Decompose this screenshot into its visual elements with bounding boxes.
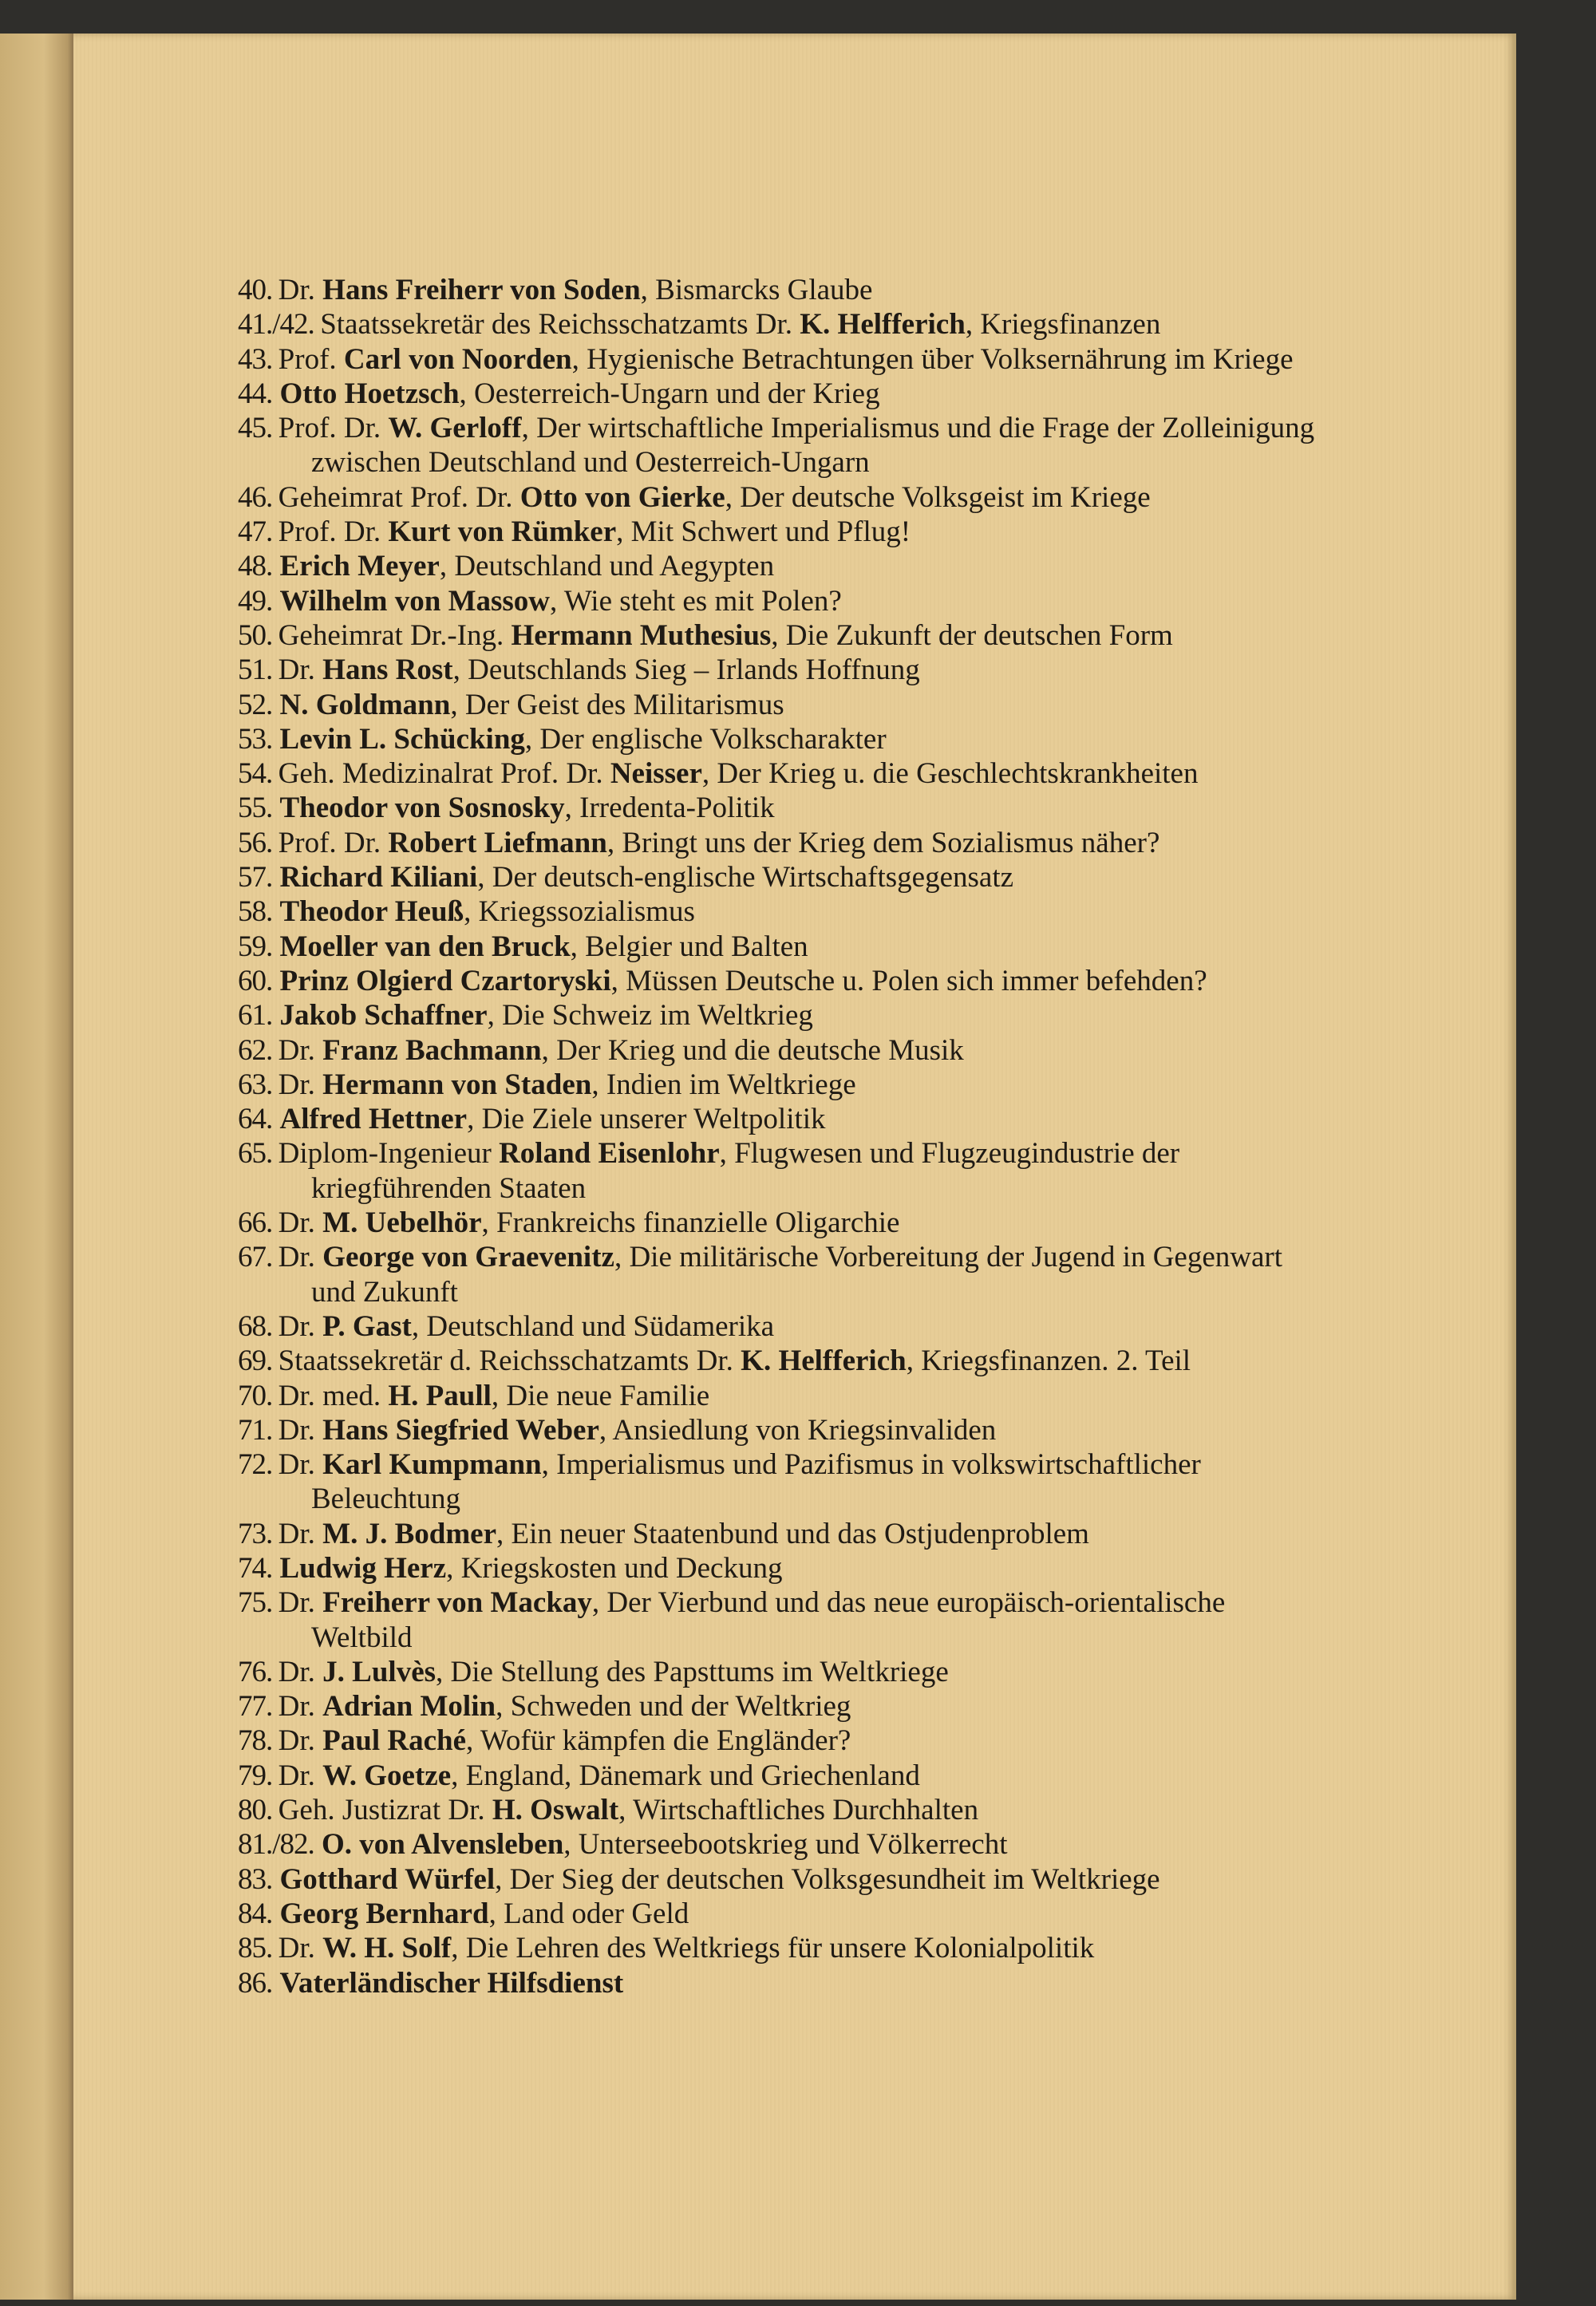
author-name: Theodor von Sosnosky (279, 792, 565, 825)
list-item (238, 1966, 1323, 2000)
list-item: 58. Theodor Heuß, Kriegssozialismus (238, 895, 695, 929)
list-item: 41./42. Staatssekretär des Reichsschatzamts Dr. K. Helfferich, Kriegsfinanzen (238, 308, 1161, 342)
list-item: 68. Dr. P. Gast, Deutschland und Südamerika (238, 1309, 775, 1343)
author-title: Dr. (278, 1724, 315, 1758)
author-name: Alfred Hettner (279, 1103, 468, 1136)
entry-number: 66. (238, 1206, 273, 1240)
entry-number: 48. (238, 550, 273, 583)
list-item: 72. Dr. Karl Kumpmann, Imperialismus und Pazifismus in volkswirtschaftlicher Beleuchtung (238, 1448, 1201, 1516)
work-title: Wirtschaftliches Durchhalten (633, 1794, 979, 1827)
work-title: Der wirtschaftliche Imperialismus und die Frage der Zolleinigung zwischen Deutschland und Oesterreich-Ungarn (311, 412, 1315, 480)
author-name: W. Gerloff (388, 412, 522, 445)
author-title: Dr. (278, 274, 315, 306)
author-name: Hans Rost (322, 653, 453, 687)
author-title: Dr. (278, 1690, 315, 1724)
author-name: H. Paull (388, 1379, 492, 1412)
list-item: 45. Prof. Dr. W. Gerloff, Der wirtschaftliche Imperialismus und die Frage der Zolleinigung zwischen Deutschland und Oesterreich-Ungarn (238, 412, 1315, 480)
author-name: Otto Hoetzsch (279, 377, 460, 410)
author-name: H. Oswalt (492, 1794, 619, 1827)
list-item: 83. Gotthard Würfel, Der Sieg der deutschen Volksgesundheit im Weltkriege (238, 1862, 1160, 1896)
list-item: 55. Theodor von Sosnosky, Irredenta-Politik (238, 792, 775, 825)
entry-number: 44. (238, 377, 273, 410)
entry-number: 83. (238, 1862, 273, 1896)
work-title: Indien im Weltkriege (606, 1068, 856, 1101)
author-title: Dr. med. (278, 1379, 381, 1412)
list-item: 60. Prinz Olgierd Czartoryski, Müssen Deutsche u. Polen sich immer befehden? (238, 964, 1207, 997)
entry-number: 68. (238, 1309, 273, 1343)
book-page (0, 34, 1516, 2300)
entry-number: 60. (238, 964, 273, 997)
entry-number: 51. (238, 653, 273, 687)
author-title: Dr. (278, 1759, 315, 1792)
list-item: 67. Dr. George von Graevenitz, Die militärische Vorbereitung der Jugend in Gegenwart und Zukunft (238, 1241, 1283, 1309)
work-title: Mit Schwert und Pflug! (630, 515, 911, 549)
entry-number: 58. (238, 895, 273, 929)
work-title: Müssen Deutsche u. Polen sich immer befehden? (626, 964, 1207, 997)
entry-number: 50. (238, 618, 273, 652)
author-title: Dr. (278, 1932, 315, 1965)
work-title: Der englische Volkscharakter (539, 722, 887, 756)
author-title: Prof. Dr. (278, 826, 381, 859)
list-item: 80. Geh. Justizrat Dr. H. Oswalt, Wirtschaftliches Durchhalten (238, 1794, 979, 1827)
list-item: 59. Moeller van den Bruck, Belgier und Balten (238, 930, 808, 963)
list-item: 52. N. Goldmann, Der Geist des Militarismus (238, 688, 784, 721)
list-item: 47. Prof. Dr. Kurt von Rümker, Mit Schwert und Pflug! (238, 515, 911, 549)
author-title: Dr. (278, 1241, 315, 1274)
author-title: Staatssekretär des Reichsschatzamts Dr. (320, 308, 793, 342)
entry-number: 86. (238, 1966, 273, 2000)
author-title: Diplom-Ingenieur (278, 1137, 492, 1171)
list-item: 48. Erich Meyer, Deutschland und Aegypten (238, 550, 775, 583)
work-title: Der Geist des Militarismus (464, 688, 784, 721)
work-title: Irredenta-Politik (579, 792, 775, 825)
work-title: Kriegsfinanzen (980, 308, 1161, 342)
book-binding (0, 34, 73, 2300)
author-name: Robert Liefmann (388, 826, 607, 859)
author-title: Dr. (278, 1586, 315, 1620)
work-title: Deutschland und Südamerika (426, 1309, 775, 1343)
work-title: Kriegssozialismus (478, 895, 695, 929)
entry-number: 70. (238, 1379, 273, 1412)
author-name: Franz Bachmann (322, 1033, 542, 1067)
list-item: 49. Wilhelm von Massow, Wie steht es mit Polen? (238, 584, 842, 618)
author-name: Paul Raché (322, 1724, 467, 1758)
work-title: Ansiedlung von Kriegsinvaliden (612, 1413, 997, 1447)
work-title: Land oder Geld (504, 1897, 689, 1930)
entry-number: 78. (238, 1724, 273, 1758)
list-item: 40. Dr. Hans Freiherr von Soden, Bismarcks Glaube (238, 274, 873, 306)
entry-number: 73. (238, 1517, 273, 1550)
entry-number: 47. (238, 515, 273, 549)
work-title: Ein neuer Staatenbund und das Ostjudenproblem (511, 1517, 1089, 1550)
list-item: 50. Geheimrat Dr.-Ing. Hermann Muthesius, Die Zukunft der deutschen Form (238, 618, 1173, 652)
author-name: Carl von Noorden (343, 342, 572, 376)
author-title: Prof. (278, 342, 337, 376)
work-title: Belgier und Balten (585, 930, 808, 963)
author-title: Dr. (278, 653, 315, 687)
author-name: Neisser (610, 757, 702, 791)
entry-number: 72. (238, 1448, 273, 1482)
list-item: 69. Staatssekretär d. Reichsschatzamts Dr. K. Helfferich, Kriegsfinanzen. 2. Teil (238, 1345, 1191, 1378)
author-title: Dr. (278, 1033, 315, 1067)
author-title: Geheimrat Dr.-Ing. (278, 618, 504, 652)
author-title: Geh. Justizrat Dr. (278, 1794, 485, 1827)
author-title: Prof. Dr. (278, 412, 381, 445)
list-item: 79. Dr. W. Goetze, England, Dänemark und Griechenland (238, 1759, 920, 1792)
author-name: Hermann Muthesius (511, 618, 772, 652)
list-item: 76. Dr. J. Lulvès, Die Stellung des Papsttums im Weltkriege (238, 1655, 949, 1688)
author-name: K. Helfferich (800, 308, 966, 342)
author-name: Kurt von Rümker (388, 515, 617, 549)
list-item: 65. Diplom-Ingenieur Roland Eisenlohr, Flugwesen und Flugzeugindustrie der kriegführenden Staaten (238, 1137, 1180, 1205)
work-title: Die Lehren des Weltkriegs für unsere Kolonialpolitik (465, 1932, 1095, 1965)
author-title: Dr. (278, 1448, 315, 1482)
work-title: Kriegsfinanzen. 2. Teil (921, 1345, 1191, 1378)
work-title: Wie steht es mit Polen? (563, 584, 842, 618)
entry-number: 76. (238, 1655, 273, 1688)
entry-number: 80. (238, 1794, 273, 1827)
entry-number: 61. (238, 999, 273, 1033)
author-name: Wilhelm von Massow (279, 584, 551, 618)
author-name: Ludwig Herz (279, 1551, 447, 1585)
list-item: 84. Georg Bernhard, Land oder Geld (238, 1897, 689, 1930)
author-name: P. Gast (322, 1309, 412, 1343)
author-name: M. Uebelhör (322, 1206, 482, 1240)
author-title: Dr. (278, 1413, 315, 1447)
work-title: Imperialismus und Pazifismus in volkswirtschaftlicher Beleuchtung (311, 1448, 1201, 1516)
entry-number: 49. (238, 584, 273, 618)
author-name: W. H. Solf (322, 1932, 452, 1965)
author-name: W. Goetze (322, 1759, 452, 1792)
author-name: Georg Bernhard (279, 1897, 489, 1930)
author-name: Richard Kiliani (279, 861, 478, 894)
entry-number: 46. (238, 480, 273, 514)
work-title: Kriegskosten und Deckung (460, 1551, 783, 1585)
entry-number: 59. (238, 930, 273, 963)
list-item: 64. Alfred Hettner, Die Ziele unserer Weltpolitik (238, 1103, 826, 1136)
author-title: Prof. Dr. (278, 515, 381, 549)
work-title: Bismarcks Glaube (655, 274, 873, 306)
work-title: Die militärische Vorbereitung der Jugend in Gegenwart und Zukunft (311, 1241, 1283, 1309)
author-name: Prinz Olgierd Czartoryski (279, 964, 611, 997)
work-title: Deutschland und Aegypten (454, 550, 775, 583)
author-title: Dr. (278, 1068, 315, 1101)
publication-list (238, 273, 1323, 2000)
author-title: Staatssekretär d. Reichsschatzamts Dr. (278, 1345, 733, 1378)
entry-number: 53. (238, 722, 273, 756)
work-title: Flugwesen und Flugzeugindustrie der kriegführenden Staaten (311, 1137, 1180, 1205)
entry-number: 67. (238, 1241, 273, 1274)
entry-number: 62. (238, 1033, 273, 1067)
entry-number: 55. (238, 792, 273, 825)
list-item: 78. Dr. Paul Raché, Wofür kämpfen die Engländer? (238, 1724, 851, 1758)
author-name: N. Goldmann (279, 688, 451, 721)
work-title: Hygienische Betrachtungen über Volksernährung im Kriege (587, 342, 1294, 376)
list-item: 74. Ludwig Herz, Kriegskosten und Deckung (238, 1551, 783, 1585)
author-title: Dr. (278, 1309, 315, 1343)
work-title: Die Stellung des Papsttums im Weltkriege (450, 1655, 949, 1688)
author-name: Gotthard Würfel (279, 1862, 496, 1896)
entry-number: 74. (238, 1551, 273, 1585)
author-title: Dr. (278, 1655, 315, 1688)
entry-number: 56. (238, 826, 273, 859)
entry-number: 77. (238, 1690, 273, 1724)
author-name: Moeller van den Bruck (279, 930, 571, 963)
list-item: 57. Richard Kiliani, Der deutsch-englische Wirtschaftsgegensatz (238, 861, 1014, 894)
list-item: 46. Geheimrat Prof. Dr. Otto von Gierke, Der deutsche Volksgeist im Kriege (238, 480, 1151, 514)
author-name: Vaterländischer Hilfsdienst (279, 1966, 624, 2000)
list-item: 71. Dr. Hans Siegfried Weber, Ansiedlung von Kriegsinvaliden (238, 1413, 997, 1447)
entry-number: 71. (238, 1413, 273, 1447)
work-title: Oesterreich-Ungarn und der Krieg (474, 377, 880, 410)
author-name: M. J. Bodmer (322, 1517, 497, 1550)
entry-number: 85. (238, 1932, 273, 1965)
work-title: Der Krieg u. die Geschlechtskrankheiten (717, 757, 1199, 791)
list-item: 54. Geh. Medizinalrat Prof. Dr. Neisser, Der Krieg u. die Geschlechtskrankheiten (238, 757, 1199, 791)
author-name: Otto von Gierke (519, 480, 725, 514)
work-title: Frankreichs finanzielle Oligarchie (496, 1206, 900, 1240)
work-title: Die neue Familie (506, 1379, 710, 1412)
author-name: Theodor Heuß (279, 895, 464, 929)
entry-number: 65. (238, 1137, 273, 1171)
author-name: Hans Siegfried Weber (322, 1413, 599, 1447)
entry-number: 69. (238, 1345, 273, 1378)
work-title: Die Schweiz im Weltkrieg (502, 999, 813, 1033)
author-name: Freiherr von Mackay (322, 1586, 592, 1620)
author-name: Levin L. Schücking (279, 722, 525, 756)
entry-number: 81./82. (238, 1828, 314, 1862)
entry-number: 40. (238, 274, 273, 306)
author-name: Roland Eisenlohr (499, 1137, 720, 1171)
entry-number: 57. (238, 861, 273, 894)
author-name: K. Helfferich (741, 1345, 907, 1378)
author-title: Geh. Medizinalrat Prof. Dr. (278, 757, 603, 791)
entry-number: 79. (238, 1759, 273, 1792)
list-item: 44. Otto Hoetzsch, Oesterreich-Ungarn und der Krieg (238, 377, 880, 410)
entry-number: 52. (238, 688, 273, 721)
work-title: Unterseebootskrieg und Völkerrecht (578, 1828, 1008, 1862)
work-title: Wofür kämpfen die Engländer? (480, 1724, 851, 1758)
work-title: Deutschlands Sieg – Irlands Hoffnung (468, 653, 920, 687)
entry-number: 84. (238, 1897, 273, 1930)
work-title: Schweden und der Weltkrieg (510, 1690, 851, 1724)
author-name: Erich Meyer (279, 550, 440, 583)
work-title: Die Ziele unserer Weltpolitik (481, 1103, 826, 1136)
work-title: Der Krieg und die deutsche Musik (556, 1033, 964, 1067)
entry-number: 54. (238, 757, 273, 791)
author-title: Geheimrat Prof. Dr. (278, 480, 513, 514)
list-item: 73. Dr. M. J. Bodmer, Ein neuer Staatenbund und das Ostjudenproblem (238, 1517, 1089, 1550)
work-title: Bringt uns der Krieg dem Sozialismus näher? (622, 826, 1160, 859)
author-name: Jakob Schaffner (279, 999, 488, 1033)
author-name: Hermann von Staden (322, 1068, 592, 1101)
work-title: Der Vierbund und das neue europäisch-orientalische Weltbild (311, 1586, 1226, 1654)
entry-number: 41./42. (238, 308, 314, 342)
work-title: England, Dänemark und Griechenland (465, 1759, 920, 1792)
list-item: 70. Dr. med. H. Paull, Die neue Familie (238, 1379, 710, 1412)
entry-number: 43. (238, 342, 273, 376)
list-item: 53. Levin L. Schücking, Der englische Volkscharakter (238, 722, 887, 756)
list-item: 51. Dr. Hans Rost, Deutschlands Sieg – Irlands Hoffnung (238, 653, 920, 687)
list-item: 62. Dr. Franz Bachmann, Der Krieg und die deutsche Musik (238, 1033, 964, 1067)
work-title: Der deutsch-englische Wirtschaftsgegensatz (492, 861, 1014, 894)
list-item: 75. Dr. Freiherr von Mackay, Der Vierbund und das neue europäisch-orientalische Weltbild (238, 1586, 1226, 1654)
work-title: Der deutsche Volksgeist im Kriege (740, 480, 1151, 514)
list-item: 85. Dr. W. H. Solf, Die Lehren des Weltkriegs für unsere Kolonialpolitik (238, 1932, 1095, 1965)
list-item: 56. Prof. Dr. Robert Liefmann, Bringt uns der Krieg dem Sozialismus näher? (238, 826, 1160, 859)
entry-number: 75. (238, 1586, 273, 1620)
list-item: 43. Prof. Carl von Noorden, Hygienische Betrachtungen über Volksernährung im Kriege (238, 342, 1294, 376)
work-title: Der Sieg der deutschen Volksgesundheit im Weltkriege (509, 1862, 1160, 1896)
entry-number: 63. (238, 1068, 273, 1101)
entry-number: 45. (238, 412, 273, 445)
list-item: 63. Dr. Hermann von Staden, Indien im Weltkriege (238, 1068, 856, 1101)
author-name: Hans Freiherr von Soden (322, 274, 641, 306)
list-item: 66. Dr. M. Uebelhör, Frankreichs finanzielle Oligarchie (238, 1206, 900, 1240)
author-name: Adrian Molin (322, 1690, 496, 1724)
author-title: Dr. (278, 1206, 315, 1240)
list-item: 61. Jakob Schaffner, Die Schweiz im Weltkrieg (238, 999, 813, 1033)
author-name: Karl Kumpmann (322, 1448, 542, 1482)
entry-number: 64. (238, 1103, 273, 1136)
list-item: 81./82. O. von Alvensleben, Unterseebootskrieg und Völkerrecht (238, 1828, 1008, 1862)
author-name: O. von Alvensleben (322, 1828, 564, 1862)
author-title: Dr. (278, 1517, 315, 1550)
list-item: 77. Dr. Adrian Molin, Schweden und der Weltkrieg (238, 1690, 851, 1724)
author-name: George von Graevenitz (322, 1241, 614, 1274)
author-name: J. Lulvès (322, 1655, 437, 1688)
work-title: Die Zukunft der deutschen Form (785, 618, 1173, 652)
